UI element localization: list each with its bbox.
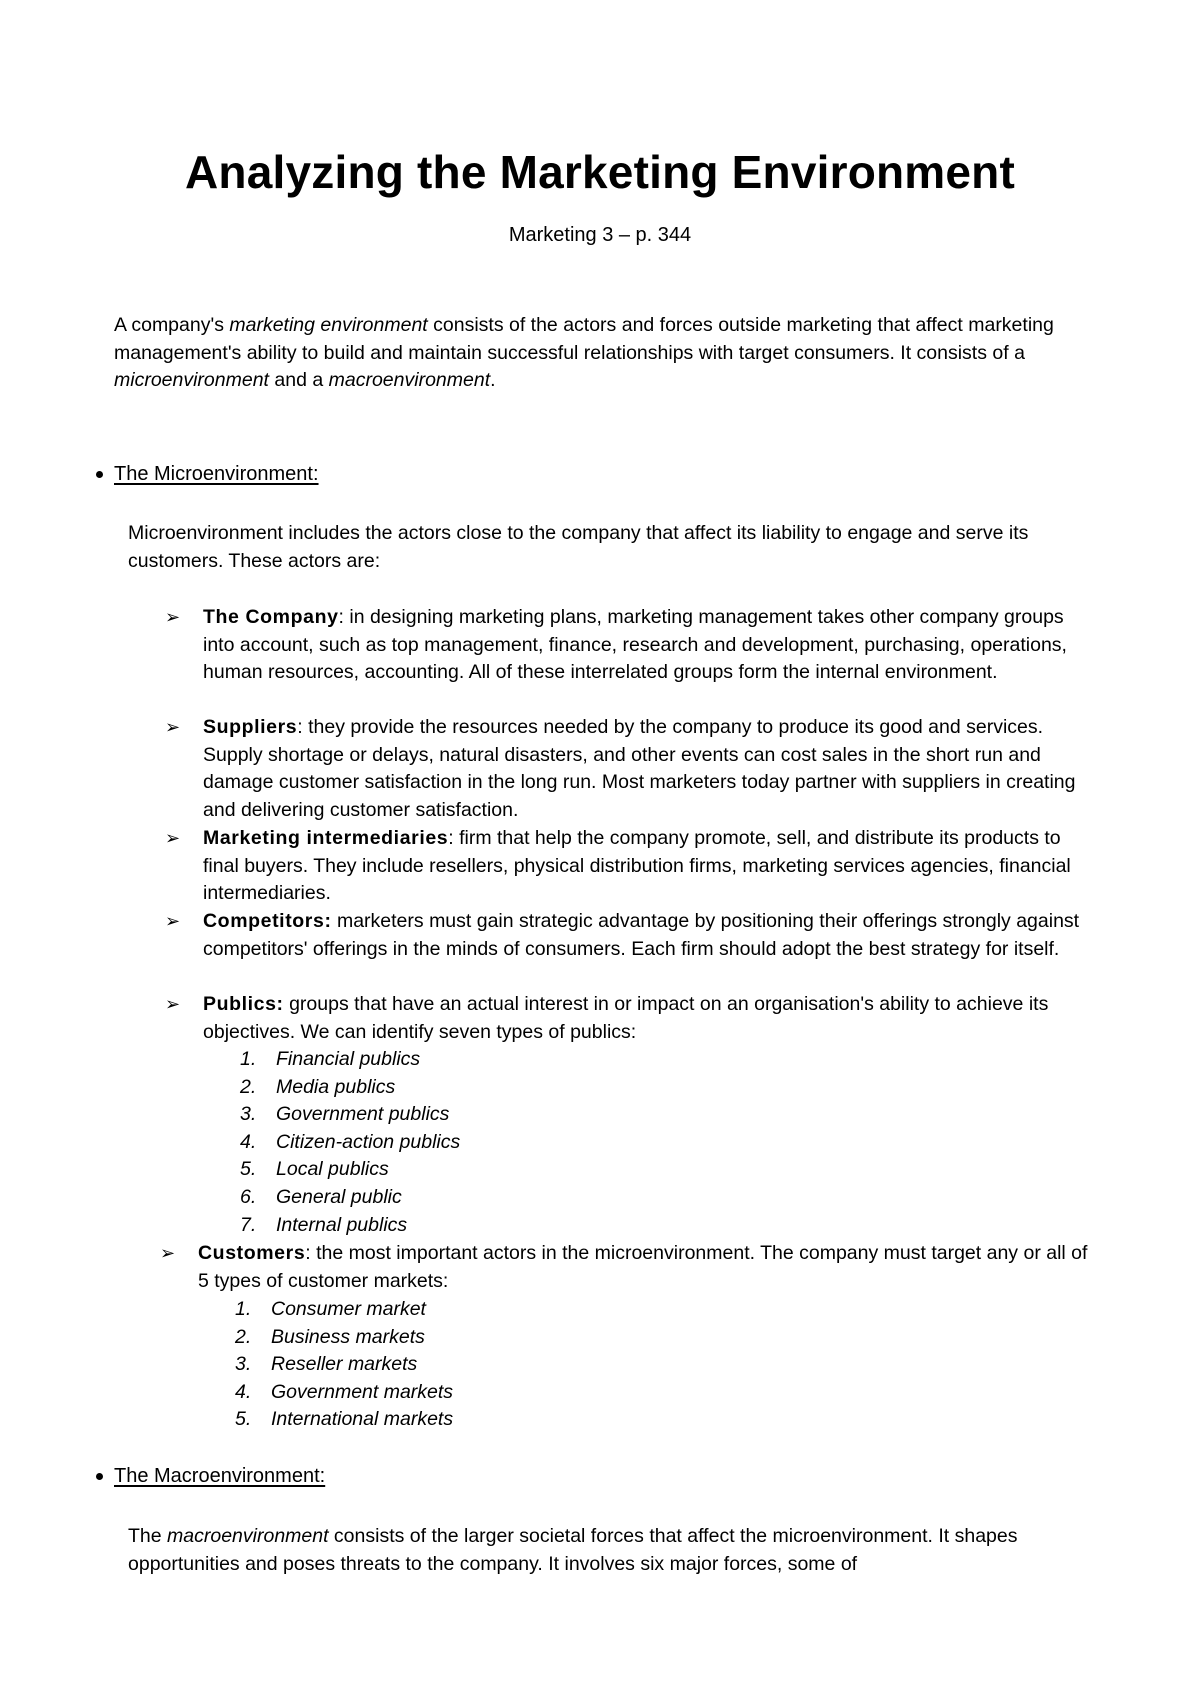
intro-paragraph [114,312,1104,395]
list-number: 6. [240,1185,257,1208]
section-heading-label: The Microenvironment: [114,463,319,485]
list-number: 1. [240,1048,257,1070]
list-number: 4. [235,1380,252,1403]
intro-text: and a [268,369,329,392]
list-label: Government markets [271,1380,454,1403]
arrow-bullet-icon: ➢ [165,717,181,737]
microenvironment-paragraph: Microenvironment includes the actors close to the company that affect its liability to engage and serve its customers. These actors are: [128,522,1029,572]
list-number: 2. [240,1075,257,1098]
list-number: 5. [240,1158,257,1181]
actor-text [203,825,1093,908]
list-number: 4. [240,1130,257,1153]
page-title: Analyzing the Marketing Environment [185,146,1015,198]
actor-item-suppliers [165,714,1093,824]
macro-text: The [128,1525,168,1547]
list-label: Media publics [276,1075,396,1098]
actor-text [203,991,1093,1046]
list-number: 3. [240,1103,257,1126]
actor-text [203,604,1093,687]
intro-text: consists of the actors and forces outside marketing that affect marketing management's ability to build and maintain successful relationships with target consumers. It consists of a [114,314,1054,364]
bullet-dot-icon [96,471,103,478]
list-number: 7. [240,1213,257,1236]
actor-term: Competitors: [203,910,332,932]
macroenvironment-paragraph [128,1523,1088,1578]
intro-term: marketing environment [229,314,428,336]
intro-term: macroenvironment [328,369,491,392]
actor-text [203,908,1093,963]
actor-term: Publics: [203,993,284,1015]
list-label: Business markets [271,1325,425,1348]
actor-sep: : [305,1242,311,1264]
list-number: 3. [235,1353,252,1376]
actor-sep: : [297,716,303,738]
actor-desc: in designing marketing plans, marketing management takes other company groups into account, such as top management, finance, research and development, purchasing, operations, human resources, accounting. All of these interrelated groups form the internal environment. [203,606,1067,684]
actor-text [203,714,1093,824]
intro-term: microenvironment [114,369,269,392]
actor-term: Suppliers [203,716,298,738]
actor-sep: : [338,606,344,628]
list-label: General public [276,1185,402,1208]
actor-item-company [165,604,1093,687]
actor-desc: the most important actors in the microenvironment. The company must target any or all of 5 types of customer markets: [198,1242,1088,1292]
actor-desc: marketers must gain strategic advantage by positioning their offerings strongly against competitors' offerings in the minds of consumers. Each firm should adopt the best strategy for itself. [203,910,1080,960]
list-label: International markets [271,1408,454,1431]
actor-term: Marketing intermediaries [203,827,449,849]
macro-text: consists of the larger societal forces that affect the microenvironment. It shapes opportunities and poses threats to the company. It involves six major forces, some of [128,1525,1018,1575]
list-number: 1. [235,1298,252,1320]
list-label: Reseller markets [271,1353,418,1376]
list-label: Internal publics [276,1213,408,1236]
arrow-bullet-icon: ➢ [165,828,181,848]
intro-text: . [490,369,496,392]
arrow-bullet-icon: ➢ [165,911,181,931]
intro-text: A company's [114,314,230,336]
actor-term: Customers [198,1242,306,1264]
bullet-dot-icon [96,1473,103,1480]
actor-item-customers [160,1240,1098,1295]
actor-item-publics [165,991,1093,1046]
arrow-bullet-icon: ➢ [165,607,181,627]
list-label: Consumer market [271,1298,426,1320]
list-label: Government publics [276,1103,450,1126]
list-number: 5. [235,1408,252,1431]
actor-term: The Company [203,606,339,628]
actor-sep: : [448,827,454,849]
actor-item-competitors [165,908,1093,963]
actor-desc: groups that have an actual interest in or impact on an organisation's ability to achieve its objectives. We can identify seven types of publics: [203,993,1049,1043]
section-heading-label: The Macroenvironment: [114,1465,326,1487]
actor-item-intermediaries [165,825,1093,908]
actor-desc: they provide the resources needed by the company to produce its good and services. Supply shortage or delays, natural disasters, and other events can cost sales in the short run and damage customer satisfaction in the long run. Most marketers today partner with suppliers in creating and delivering customer satisfaction. [203,716,1076,821]
page-subtitle: Marketing 3 – p. 344 [508,224,692,246]
list-label: Local publics [276,1158,389,1181]
macro-term: macroenvironment [167,1525,329,1547]
actor-text [198,1240,1098,1295]
list-number: 2. [235,1325,252,1348]
list-label: Citizen-action publics [276,1130,461,1153]
list-label: Financial publics [276,1048,421,1070]
arrow-bullet-icon: ➢ [165,994,181,1014]
arrow-bullet-icon: ➢ [160,1243,176,1263]
actor-desc: firm that help the company promote, sell, and distribute its products to final buyers. They include resellers, physical distribution firms, marketing services agencies, financial intermediaries. [203,827,1071,905]
